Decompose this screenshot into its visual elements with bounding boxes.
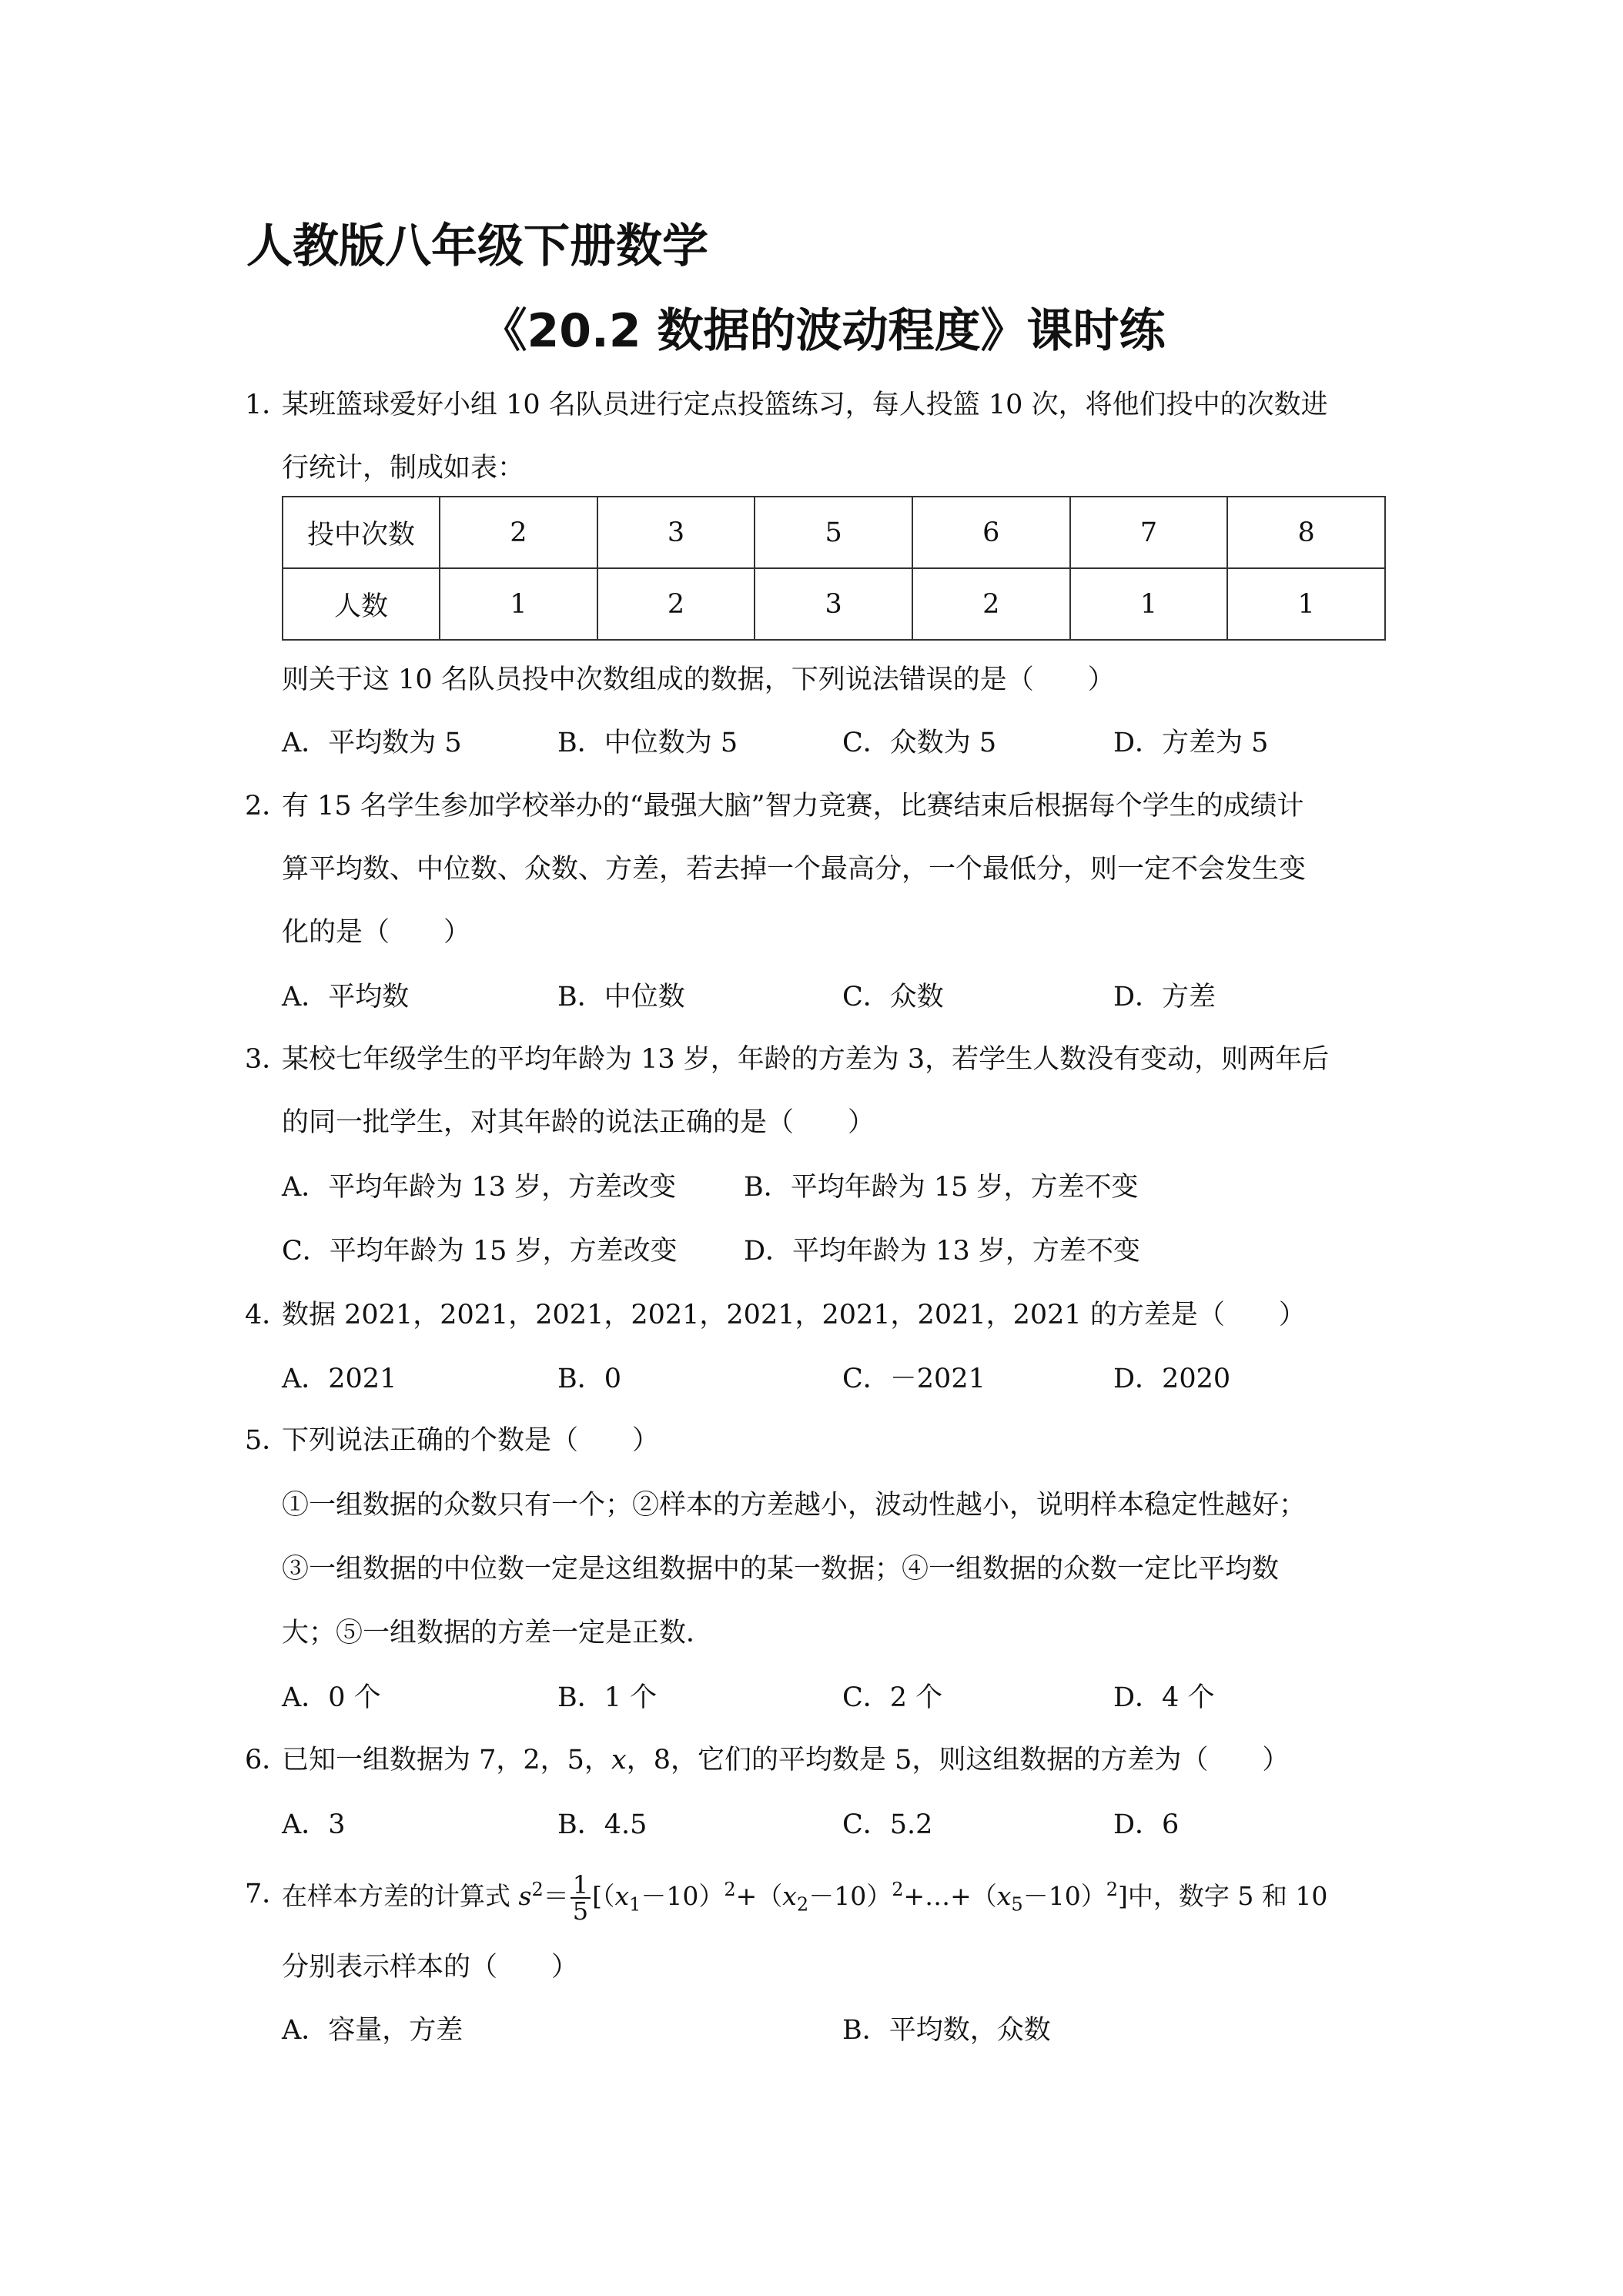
table-cell: 1	[1070, 568, 1228, 640]
q1-option-c[interactable]: C．众数为 5	[842, 728, 997, 758]
table-cell: 8	[1227, 497, 1385, 568]
q1-number: 1．	[245, 390, 289, 420]
q7-text-line2: 分别表示样本的（ ）	[282, 1952, 579, 1983]
table-row	[283, 568, 1385, 640]
table-cell: 2	[440, 497, 597, 568]
q6-text-line1: 已知一组数据为 7，2，5，x，8，它们的平均数是 5，则这组数据的方差为（ ）	[282, 1745, 1290, 1776]
q5-option-c[interactable]: C．2 个	[842, 1682, 943, 1713]
q2-number: 2．	[245, 791, 289, 822]
q2-option-a[interactable]: A．平均数	[282, 982, 410, 1012]
table-cell: 3	[597, 497, 755, 568]
page-title: 人教版八年级下册数学	[246, 219, 708, 273]
table-cell: 人数	[283, 568, 440, 640]
table-cell: 1	[440, 568, 597, 640]
table-cell: 6	[912, 497, 1070, 568]
q3-option-c[interactable]: C．平均年龄为 15 岁，方差改变	[282, 1236, 678, 1267]
q3-option-b[interactable]: B．平均年龄为 15 岁，方差不变	[744, 1172, 1139, 1203]
q3-option-a[interactable]: A．平均年龄为 13 岁，方差改变	[282, 1172, 677, 1203]
q4-text-line1: 数据 2021，2021，2021，2021，2021，2021，2021，2021 的方差是（ ）	[282, 1300, 1306, 1330]
q5-text-line3: ③一组数据的中位数一定是这组数据中的某一数据；④一组数据的众数一定比平均数	[282, 1554, 1280, 1585]
q4-number: 4．	[245, 1300, 289, 1330]
q7-number: 7．	[245, 1879, 289, 1909]
q5-text-line2: ①一组数据的众数只有一个；②样本的方差越小，波动性越小，说明样本稳定性越好；	[282, 1490, 1307, 1521]
q1-option-d[interactable]: D．方差为 5	[1113, 728, 1269, 758]
table-cell: 5	[755, 497, 912, 568]
q6-option-c[interactable]: C．5.2	[842, 1809, 933, 1840]
table-cell: 投中次数	[283, 497, 440, 568]
q1-text-line3: 则关于这 10 名队员投中次数组成的数据，下列说法错误的是（ ）	[282, 664, 1115, 695]
table-cell: 7	[1070, 497, 1228, 568]
q7-option-a[interactable]: A．容量，方差	[282, 2015, 463, 2046]
q3-text-line2: 的同一批学生，对其年龄的说法正确的是（ ）	[282, 1107, 875, 1138]
q5-text-line1: 下列说法正确的个数是（ ）	[282, 1425, 660, 1456]
table-row	[283, 497, 1385, 568]
q4-option-a[interactable]: A．2021	[282, 1364, 397, 1394]
q2-text-line3: 化的是（ ）	[282, 917, 471, 948]
q1-text-line1: 某班篮球爱好小组 10 名队员进行定点投篮练习，每人投篮 10 次，将他们投中的次数进	[282, 390, 1328, 420]
table-cell: 2	[912, 568, 1070, 640]
q2-text-line2: 算平均数、中位数、众数、方差，若去掉一个最高分，一个最低分，则一定不会发生变	[282, 854, 1307, 885]
table-cell: 1	[1227, 568, 1385, 640]
q6-option-a[interactable]: A．3	[282, 1809, 346, 1840]
q2-option-b[interactable]: B．中位数	[557, 982, 685, 1012]
q2-option-d[interactable]: D．方差	[1113, 982, 1216, 1012]
q5-number: 5．	[245, 1425, 289, 1456]
q5-option-a[interactable]: A．0 个	[282, 1682, 381, 1713]
q1-option-b[interactable]: B．中位数为 5	[557, 728, 738, 758]
q5-option-d[interactable]: D．4 个	[1113, 1682, 1215, 1713]
q4-option-b[interactable]: B．0	[557, 1364, 621, 1394]
q4-option-d[interactable]: D．2020	[1113, 1364, 1231, 1394]
q3-number: 3．	[245, 1044, 289, 1075]
q5-option-b[interactable]: B．1 个	[557, 1682, 658, 1713]
q3-text-line1: 某校七年级学生的平均年龄为 13 岁，年龄的方差为 3，若学生人数没有变动，则两年后	[282, 1044, 1330, 1075]
fraction: $\frac{1}{5}$	[571, 1873, 591, 1923]
q1-option-a[interactable]: A．平均数为 5	[282, 728, 462, 758]
q7-variance-formula: 在样本方差的计算式 $s^2=$ $\frac{1}{5}$ $[(x_1-10)^2+(x_2-10)^2+\dots+(x_5-10)^2]$中，数字 5 和 10	[282, 1870, 1328, 1926]
q6-option-b[interactable]: B．4.5	[557, 1809, 648, 1840]
q2-option-c[interactable]: C．众数	[842, 982, 944, 1012]
page-subtitle: 《20.2 数据的波动程度》课时练	[480, 304, 1166, 358]
q2-text-line1: 有 15 名学生参加学校举办的“最强大脑”智力竞赛，比赛结束后根据每个学生的成绩计	[282, 791, 1304, 822]
q5-text-line4: 大；⑤一组数据的方差一定是正数．	[282, 1618, 714, 1648]
q4-option-c[interactable]: C．－2021	[842, 1364, 986, 1394]
q6-number: 6．	[245, 1745, 289, 1776]
q7-option-b[interactable]: B．平均数，众数	[842, 2015, 1051, 2046]
q1-text-line2: 行统计，制成如表：	[282, 453, 525, 484]
table-cell: 3	[755, 568, 912, 640]
q3-option-d[interactable]: D．平均年龄为 13 岁，方差不变	[744, 1236, 1140, 1267]
q6-option-d[interactable]: D．6	[1113, 1809, 1180, 1840]
table-cell: 2	[597, 568, 755, 640]
q1-data-table	[282, 496, 1386, 641]
